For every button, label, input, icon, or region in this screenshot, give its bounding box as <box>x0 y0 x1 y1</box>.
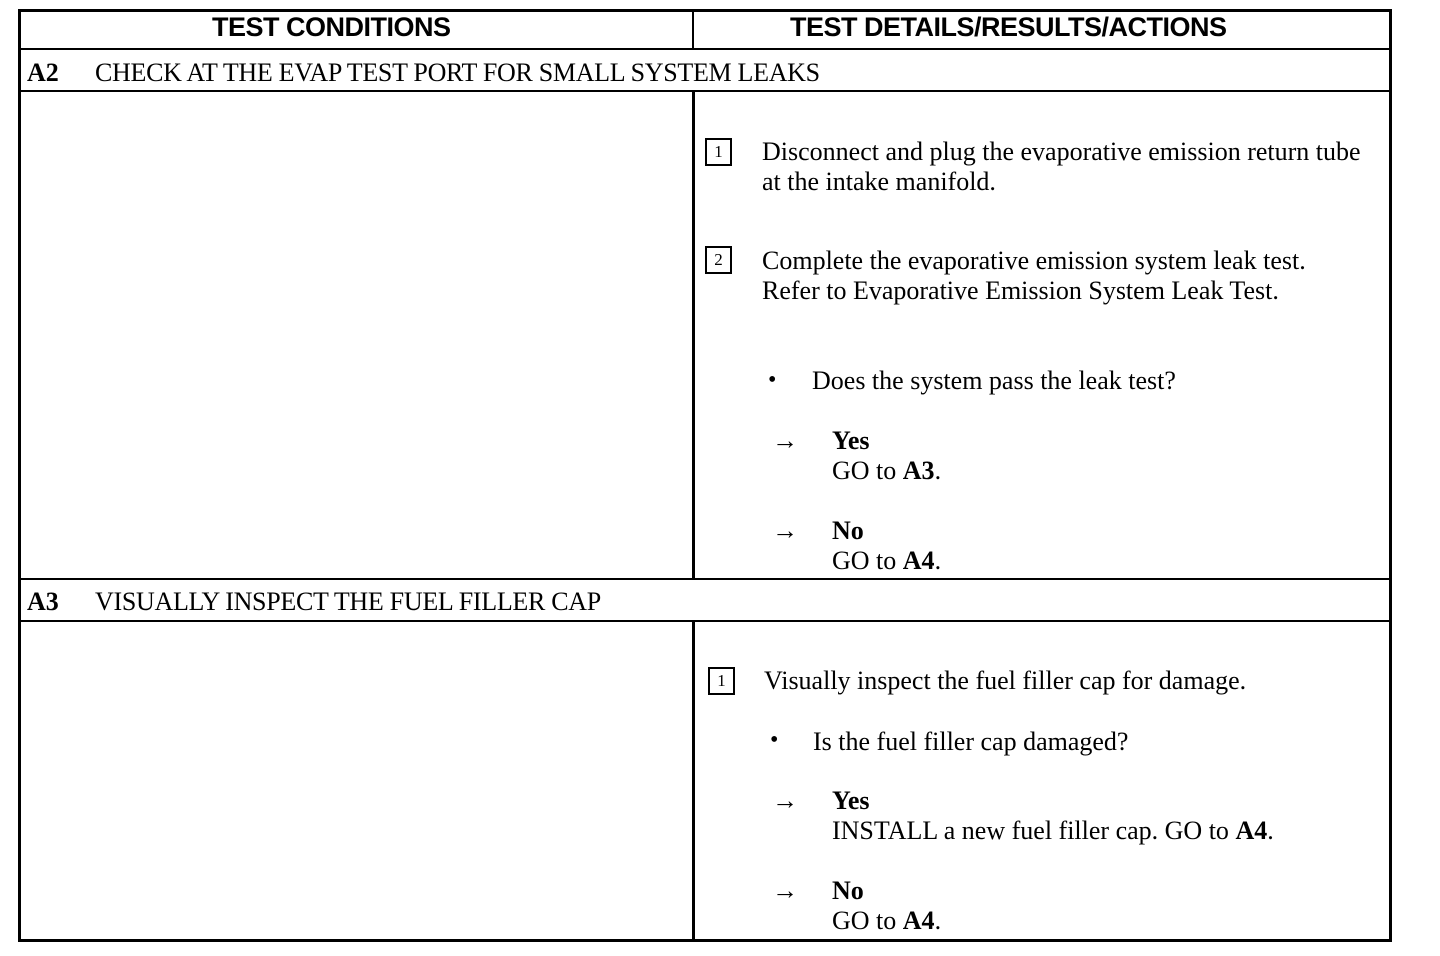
action-suffix: . <box>934 546 942 575</box>
action-text: GO to <box>832 456 903 485</box>
bullet-icon: • <box>770 727 779 753</box>
question-text: Is the fuel filler cap damaged? <box>813 727 1129 756</box>
answer-action <box>832 906 941 936</box>
border-left <box>18 9 21 942</box>
answer-no <box>832 516 941 576</box>
action-ref: A4 <box>902 546 935 575</box>
action-ref: A3 <box>902 456 935 485</box>
answer-label: No <box>832 516 864 545</box>
action-text: GO to <box>832 546 903 575</box>
step-text: Visually inspect the fuel filler cap for damage. <box>764 666 1247 695</box>
action-suffix: . <box>934 906 942 935</box>
arrow-right-icon: → <box>772 426 798 455</box>
border-bottom <box>18 939 1392 942</box>
action-suffix: . <box>1267 816 1274 845</box>
answer-label: No <box>832 876 864 905</box>
action-ref: A4 <box>902 906 935 935</box>
header-column-divider <box>692 9 694 49</box>
action-ref: A4 <box>1235 816 1268 845</box>
a3-column-divider <box>692 621 695 941</box>
action-text: INSTALL a new fuel filler cap. GO to <box>832 816 1236 845</box>
section-id: A3 <box>27 587 59 616</box>
step-number-box: 1 <box>708 667 735 695</box>
a3-title-divider <box>18 620 1391 622</box>
header-divider <box>18 48 1391 50</box>
header-test-conditions: TEST CONDITIONS <box>212 12 451 42</box>
bullet-icon: • <box>768 367 777 393</box>
step-text: Disconnect and plug the evaporative emission return tube at the intake manifold. <box>762 137 1361 196</box>
answer-yes <box>832 786 1274 846</box>
section-title: CHECK AT THE EVAP TEST PORT FOR SMALL SYSTEM LEAKS <box>95 58 820 87</box>
section-title: VISUALLY INSPECT THE FUEL FILLER CAP <box>95 587 601 616</box>
border-right <box>1389 9 1392 942</box>
arrow-right-icon: → <box>772 516 798 545</box>
answer-action <box>832 816 1274 846</box>
question-text: Does the system pass the leak test? <box>812 366 1176 395</box>
answer-label: Yes <box>832 426 870 455</box>
a2-title-divider <box>18 90 1391 92</box>
arrow-right-icon: → <box>772 876 798 905</box>
answer-action <box>832 546 941 576</box>
section-id: A2 <box>27 58 59 87</box>
answer-no <box>832 876 941 936</box>
answer-yes <box>832 426 941 486</box>
step-number-box: 1 <box>705 138 732 166</box>
answer-action <box>832 456 941 486</box>
action-suffix: . <box>934 456 942 485</box>
a2-a3-divider <box>18 578 1391 580</box>
action-text: GO to <box>832 906 903 935</box>
answer-label: Yes <box>832 786 870 815</box>
arrow-right-icon: → <box>772 786 798 815</box>
header-test-details: TEST DETAILS/RESULTS/ACTIONS <box>790 12 1227 42</box>
a2-column-divider <box>692 91 695 580</box>
step-text: Complete the evaporative emission system leak test. Refer to Evaporative Emission System Leak Test. <box>762 246 1306 305</box>
step-number-box: 2 <box>705 246 732 274</box>
